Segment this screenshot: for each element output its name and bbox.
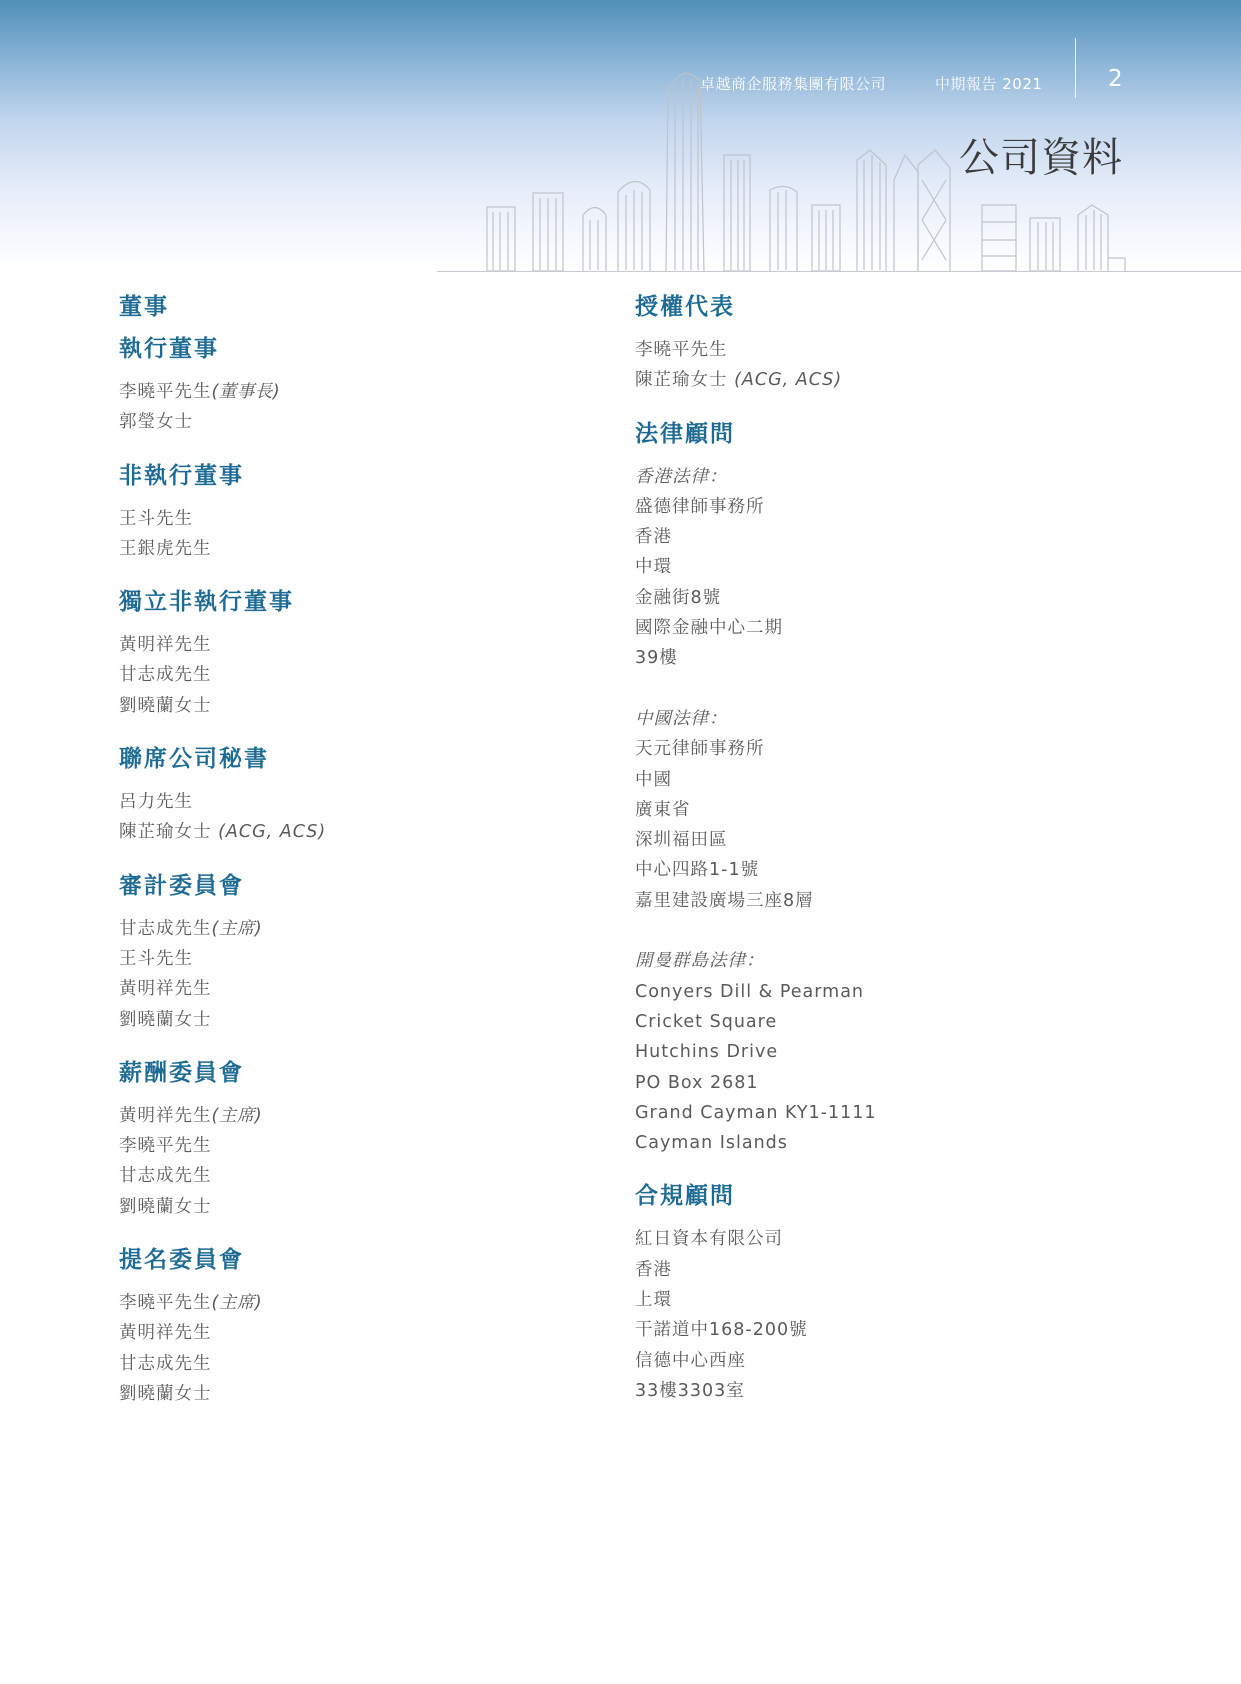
- header-rule: [437, 271, 1241, 272]
- list-item: Hutchins Drive: [635, 1042, 779, 1063]
- spacer: [635, 916, 1195, 946]
- list-item: 王斗先生: [119, 508, 193, 529]
- header-divider: [1075, 38, 1076, 98]
- list-item: 盛德律師事務所: [635, 496, 765, 517]
- list-item: 國際金融中心二期: [635, 618, 783, 639]
- list-item: Cricket Square: [635, 1011, 778, 1032]
- list-item: 甘志成先生: [119, 665, 212, 686]
- section-title-independent-directors: 獨立非執行董事: [119, 589, 294, 616]
- list-item: 黃明祥先生: [119, 979, 212, 1000]
- nomination-committee-list: [119, 1288, 599, 1409]
- list-item: 劉曉蘭女士: [119, 1009, 212, 1030]
- list-item: 劉曉蘭女士: [119, 695, 212, 716]
- list-item: 王銀虎先生: [119, 538, 212, 559]
- list-item: 李曉平先生: [119, 1136, 212, 1157]
- section-title-executive-directors: 執行董事: [119, 336, 219, 362]
- section-title-audit-committee: 審計委員會: [119, 872, 244, 899]
- section-title-compliance-adviser: 合規顧問: [635, 1183, 735, 1210]
- prc-law-label: 中國法律：: [635, 708, 728, 729]
- company-name: 卓越商企服務集團有限公司: [700, 75, 887, 93]
- list-item: 39樓: [635, 648, 678, 669]
- list-item: 李曉平先生(主席): [119, 1293, 263, 1314]
- section-title-remuneration-committee: 薪酬委員會: [119, 1059, 244, 1086]
- list-item: 信德中心西座: [635, 1350, 746, 1371]
- list-item: 香港: [635, 1259, 672, 1280]
- compliance-adviser-list: [635, 1224, 1195, 1406]
- list-item: 呂力先生: [119, 792, 193, 813]
- list-item: PO Box 2681: [635, 1072, 759, 1093]
- list-item: 陳芷瑜女士 (ACG, ACS): [635, 370, 843, 391]
- list-item: 深圳福田區: [635, 830, 728, 851]
- report-name: 中期報告 2021: [935, 75, 1043, 93]
- cayman-law-label: 開曼群島法律：: [635, 951, 765, 972]
- section-title-nomination-committee: 提名委員會: [119, 1247, 244, 1274]
- list-item: 中環: [635, 557, 672, 578]
- executive-directors-list: [119, 377, 599, 438]
- list-item: Cayman Islands: [635, 1133, 788, 1154]
- list-item: 紅日資本有限公司: [635, 1229, 783, 1250]
- audit-committee-list: [119, 914, 599, 1035]
- list-item: 金融街8號: [635, 587, 722, 608]
- list-item: 劉曉蘭女士: [119, 1196, 212, 1217]
- section-title-authorized-representatives: 授權代表: [635, 294, 735, 320]
- section-title-non-executive-directors: 非執行董事: [119, 462, 244, 489]
- list-item: 黃明祥先生: [119, 635, 212, 656]
- section-title-joint-company-secretaries: 聯席公司秘書: [119, 746, 269, 773]
- list-item: 王斗先生: [119, 948, 193, 969]
- list-item: 嘉里建設廣場三座8層: [635, 890, 814, 911]
- list-item: 干諾道中168-200號: [635, 1320, 808, 1341]
- non-executive-directors-list: [119, 504, 599, 565]
- list-item: 廣東省: [635, 799, 691, 820]
- list-item: 天元律師事務所: [635, 739, 765, 760]
- left-column: [119, 291, 599, 1431]
- list-item: 李曉平先生(董事長): [119, 382, 281, 402]
- list-item: Grand Cayman KY1-1111: [635, 1102, 877, 1123]
- page-title: 公司資料: [959, 135, 1123, 181]
- list-item: 李曉平先生: [635, 340, 728, 360]
- hk-law-label: 香港法律：: [635, 466, 728, 487]
- right-column: [635, 291, 1195, 1428]
- list-item: 中國: [635, 769, 672, 790]
- list-item: 香港: [635, 527, 672, 548]
- page-number: 2: [1108, 66, 1123, 92]
- list-item: 上環: [635, 1290, 672, 1311]
- list-item: 中心四路1-1號: [635, 860, 760, 881]
- joint-secretaries-list: [119, 787, 599, 848]
- legal-advisers-list: [635, 462, 1195, 1159]
- list-item: 甘志成先生(主席): [119, 918, 263, 939]
- list-item: Conyers Dill & Pearman: [635, 981, 865, 1002]
- independent-directors-list: [119, 630, 599, 721]
- list-item: 甘志成先生: [119, 1353, 212, 1374]
- authorized-representatives-list: [635, 335, 1195, 396]
- list-item: 劉曉蘭女士: [119, 1383, 212, 1404]
- list-item: 黃明祥先生: [119, 1323, 212, 1344]
- list-item: 陳芷瑜女士 (ACG, ACS): [119, 822, 327, 843]
- spacer: [635, 674, 1195, 704]
- section-title-directors: 董事: [119, 294, 169, 320]
- section-title-legal-advisers: 法律顧問: [635, 420, 735, 447]
- list-item: 郭瑩女士: [119, 412, 193, 433]
- list-item: 甘志成先生: [119, 1166, 212, 1187]
- list-item: 黃明祥先生(主席): [119, 1105, 263, 1126]
- list-item: 33樓3303室: [635, 1380, 745, 1401]
- remuneration-committee-list: [119, 1101, 599, 1222]
